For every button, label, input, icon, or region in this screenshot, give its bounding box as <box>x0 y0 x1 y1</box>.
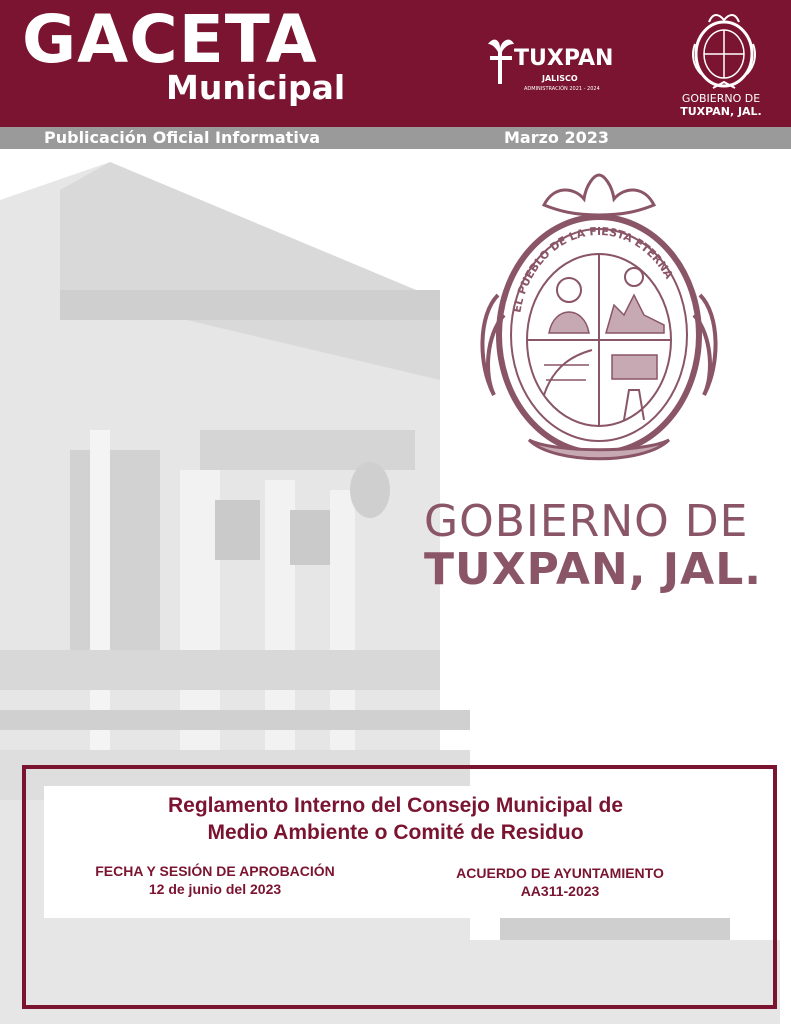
publication-tagline: Publicación Oficial Informativa <box>44 128 321 147</box>
document-title <box>44 792 747 846</box>
government-wordmark-line2: TUXPAN, JAL. <box>424 544 762 595</box>
masthead-subtitle: Municipal <box>166 68 346 107</box>
publication-date: Marzo 2023 <box>504 128 610 147</box>
document-title-line1: Reglamento Interno del Consejo Municipal de <box>167 794 624 817</box>
government-wordmark-line1: GOBIERNO DE <box>424 496 749 547</box>
tuxpan-logo-state: JALISCO <box>542 74 578 83</box>
tuxpan-logo-name: TUXPAN <box>514 46 614 71</box>
agreement-field <box>420 864 700 900</box>
tuxpan-logo-admin: ADMINISTRACIÓN 2021 - 2024 <box>524 86 600 92</box>
agreement-label: ACUERDO DE AYUNTAMIENTO <box>456 865 664 881</box>
masthead <box>0 0 791 127</box>
approval-value: 12 de junio del 2023 <box>148 881 282 897</box>
document-title-line2: Medio Ambiente o Comité de Residuo <box>207 821 584 844</box>
municipal-seal-icon <box>683 4 765 92</box>
publication-bar <box>0 127 791 149</box>
header-government-name <box>662 92 780 118</box>
masthead-title: GACETA <box>22 1 318 78</box>
agreement-value: AA311-2023 <box>520 883 600 899</box>
tuxpan-leaf-icon <box>484 34 518 88</box>
approval-label: FECHA Y SESIÓN DE APROBACIÓN <box>95 863 335 879</box>
tuxpan-logo <box>484 30 624 100</box>
approval-field <box>70 862 360 898</box>
header-gov-line1: GOBIERNO DE <box>681 92 761 105</box>
header-gov-line2: TUXPAN, JAL. <box>680 105 762 118</box>
seal-motto: EL PUEBLO DE LA FIESTA ETERNA <box>510 224 676 314</box>
government-wordmark <box>424 498 784 594</box>
municipal-coat-of-arms <box>474 165 724 475</box>
